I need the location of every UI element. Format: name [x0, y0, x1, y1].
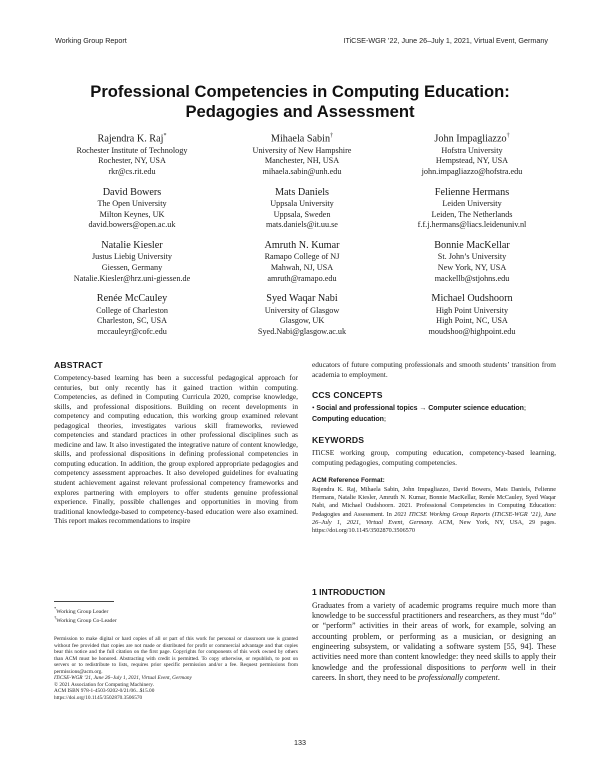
author-name: Rajendra K. Raj [97, 133, 164, 145]
author-location: Rochester, NY, USA [98, 156, 166, 166]
author-name: Natalie Kiesler [101, 239, 163, 251]
footnote-text: Working Group Co-Leader [56, 617, 117, 624]
title-line-2: Pedagogies and Assessment [185, 102, 415, 121]
author-name: Amruth N. Kumar [264, 239, 340, 251]
author-location: Glasgow, UK [279, 316, 325, 326]
acm-reference-text: Rajendra K. Raj, Mihaela Sabin, John Impagliazzo, David Bowers, Mats Daniels, Felienne Hermans, Natalie Kiesler, Amruth N. Kumar, Bonnie MacKellar, Renée McCauley, Syed Waqar Nabi, and Michael Oudshoorn. 2021. Professional Competencies in Computing Education: Pedagogies and Assessment. In 2021 ITiCSE Working Group Reports (ITiCSE-WGR ’21), June 26–July 1, 2021, Virtual Event, Germany. ACM, New York, NY, USA, 29 pages. https://doi.org/10.1145/3502870.3506570 [312, 486, 557, 534]
author-email: mats.daniels@it.uu.se [266, 220, 338, 230]
author-entry [222, 130, 382, 178]
author-affiliation: St. John’s University [437, 252, 507, 262]
author-entry [52, 293, 212, 337]
author-name: Mihaela Sabin [270, 133, 331, 145]
author-affiliation: Uppsala University [270, 199, 334, 209]
author-name: Felienne Hermans [434, 186, 510, 198]
left-column [54, 360, 298, 526]
author-name: Bonnie MacKellar [434, 239, 510, 251]
permission-text: Permission to make digital or hard copies of all or part of this work for personal or classroom use is granted without fee provided that copies are not made or distributed for profit or commercial advantage and that copies bear this notice and the full citation on the first page. Copyrights for components of this work owned by others than ACM must be honored. Abstracting with credit is permitted. To copy otherwise, or republish, to post on servers or to redistribute to lists, requires prior specific permission and/or a fee. Request permissions from permissions@acm.org. [54, 636, 298, 675]
author-affiliation: High Point University [435, 305, 509, 315]
author-affiliation: The Open University [97, 199, 167, 209]
author-affiliation: University of Glasgow [264, 305, 340, 315]
introduction-heading: 1 INTRODUCTION [312, 586, 386, 597]
author-entry [392, 240, 552, 284]
author-row [52, 187, 552, 231]
keywords-heading: KEYWORDS [312, 435, 365, 446]
footnote-coleader [54, 614, 117, 625]
acm-reference-heading: ACM Reference Format: [312, 477, 385, 485]
author-email: mackellb@stjohns.edu [434, 273, 510, 283]
author-location: Manchester, NH, USA [264, 156, 340, 166]
author-entry [52, 187, 212, 231]
author-entry [392, 187, 552, 231]
author-entry [222, 240, 382, 284]
author-email: f.f.j.hermans@liacs.leidenuniv.nl [417, 220, 527, 230]
paper-title [40, 82, 560, 122]
author-row [52, 240, 552, 284]
author-entry [392, 293, 552, 337]
isbn-line: ACM ISBN 978-1-4503-9202-0/21/06...$15.00 [54, 688, 155, 695]
author-location: Giessen, Germany [101, 263, 163, 273]
author-affiliation: Rochester Institute of Technology [76, 145, 188, 155]
author-name: Mats Daniels [274, 186, 330, 198]
abstract-text: Competency-based learning has been a successful pedagogical approach for centuries, but only recently has it gained traction within computing. Competencies, as defined in Computing Curricula 2020, comprise knowledge, skills, and professional dispositions. Building on recent developments in competency and computing education, this working group examined relevant pedagogical theories, investigates various skill frameworks, reviewed competencies and standard practices in other professional disciplines such as medicine and law. It also investigated the integrative nature of content knowledge, skills, and professional dispositions in defining professional competencies in computing education. In addition, the group explored appropriate pedagogies and competency assessment approaches. It also developed guidelines for evaluating student achievement against relevant professional competency frameworks and explores partnering with employers to offer students genuine professional experience. Finally, possible challenges and opportunities in moving from traditional knowledge-based to competency-based education were also examined. This report makes recommendations to inspire [54, 373, 298, 526]
author-mark: † [330, 133, 334, 139]
author-mark: † [506, 133, 510, 139]
author-location: Mahwah, NJ, USA [270, 263, 334, 273]
ccs-concepts: • Social and professional topics → Computer science education; Computing education; [312, 403, 526, 423]
author-email: Natalie.Kiesler@hrz.uni-giessen.de [73, 273, 191, 283]
author-row [52, 130, 552, 178]
author-email: amruth@ramapo.edu [267, 273, 337, 283]
author-affiliation: College of Charleston [96, 305, 168, 315]
footnote-mark: † [54, 615, 57, 620]
doi-link[interactable]: https://doi.org/10.1145/3502870.3506570 [54, 694, 143, 701]
author-email: mihaela.sabin@unh.edu [262, 167, 342, 177]
author-email: Syed.Nabi@glasgow.ac.uk [257, 326, 347, 336]
author-affiliation: Hofstra University [441, 145, 503, 155]
author-name: David Bowers [102, 186, 162, 198]
author-name: Renée McCauley [96, 293, 168, 305]
author-name: Syed Waqar Nabi [266, 293, 338, 305]
running-header-left: Working Group Report [55, 36, 127, 45]
author-location: Uppsala, Sweden [273, 209, 331, 219]
author-location: Charleston, SC, USA [96, 316, 168, 326]
footnote-mark: * [54, 606, 57, 611]
running-header-right: ITiCSE-WGR ’22, June 26–July 1, 2021, Virtual Event, Germany [343, 36, 548, 45]
keywords-text: ITiCSE working group, computing education, competency-based learning, computing pedagogies, computing competencies. [312, 448, 556, 467]
author-email: moudshoo@highpoint.edu [428, 326, 516, 336]
author-entry [52, 130, 212, 178]
permission-block [54, 636, 298, 701]
abstract-continued: educators of future computing professionals and smooth students’ transition from academia to employment. [312, 360, 556, 379]
author-name: Michael Oudshoorn [431, 293, 513, 305]
right-column [312, 360, 556, 683]
author-entry [222, 293, 382, 337]
author-block [52, 130, 552, 347]
author-email: rkr@cs.rit.edu [108, 167, 156, 177]
ccs-heading: CCS CONCEPTS [312, 390, 383, 401]
author-email: david.bowers@open.ac.uk [88, 220, 176, 230]
author-row [52, 293, 552, 337]
copyright-line: © 2021 Association for Computing Machinery. [54, 681, 154, 688]
author-entry [52, 240, 212, 284]
abstract-heading: ABSTRACT [54, 360, 103, 370]
author-location: Hempstead, NY, USA [435, 156, 509, 166]
page-number: 133 [294, 738, 306, 747]
author-affiliation: Justus Liebig University [91, 252, 173, 262]
author-affiliation: Leiden University [442, 199, 502, 209]
author-affiliation: University of New Hampshire [252, 145, 352, 155]
author-affiliation: Ramapo College of NJ [264, 252, 340, 262]
author-entry [222, 187, 382, 231]
footnote-rule [54, 601, 114, 602]
author-location: High Point, NC, USA [436, 316, 508, 326]
introduction-text: Graduates from a variety of academic programs require much more than knowledge to be successful practitioners and researchers, as they must “do” or “perform” activities in their areas of work, for example, solving an accounting problem, or performing as a musician, or designing an engineering subsystem, or validating a software system [55, 94]. These activities need more than content knowledge: they need skills to apply their knowledge and the professional dispositions to perform well in their careers. In short, they need to be professionally competent. [312, 600, 557, 682]
author-location: Leiden, The Netherlands [431, 209, 513, 219]
author-email: mccauleyr@cofc.edu [97, 326, 167, 336]
author-location: Milton Keynes, UK [99, 209, 165, 219]
footnote-text: Working Group Leader [56, 608, 109, 615]
venue-line: ITiCSE-WGR ’21, June 26–July 1, 2021, Virtual Event, Germany [54, 675, 192, 682]
author-mark: * [163, 133, 167, 139]
author-location: New York, NY, USA [437, 263, 507, 273]
author-email: john.impagliazzo@hofstra.edu [421, 167, 523, 177]
author-entry [392, 130, 552, 178]
author-name: John Impagliazzo [434, 133, 507, 145]
title-line-1: Professional Competencies in Computing Education: [90, 82, 510, 101]
